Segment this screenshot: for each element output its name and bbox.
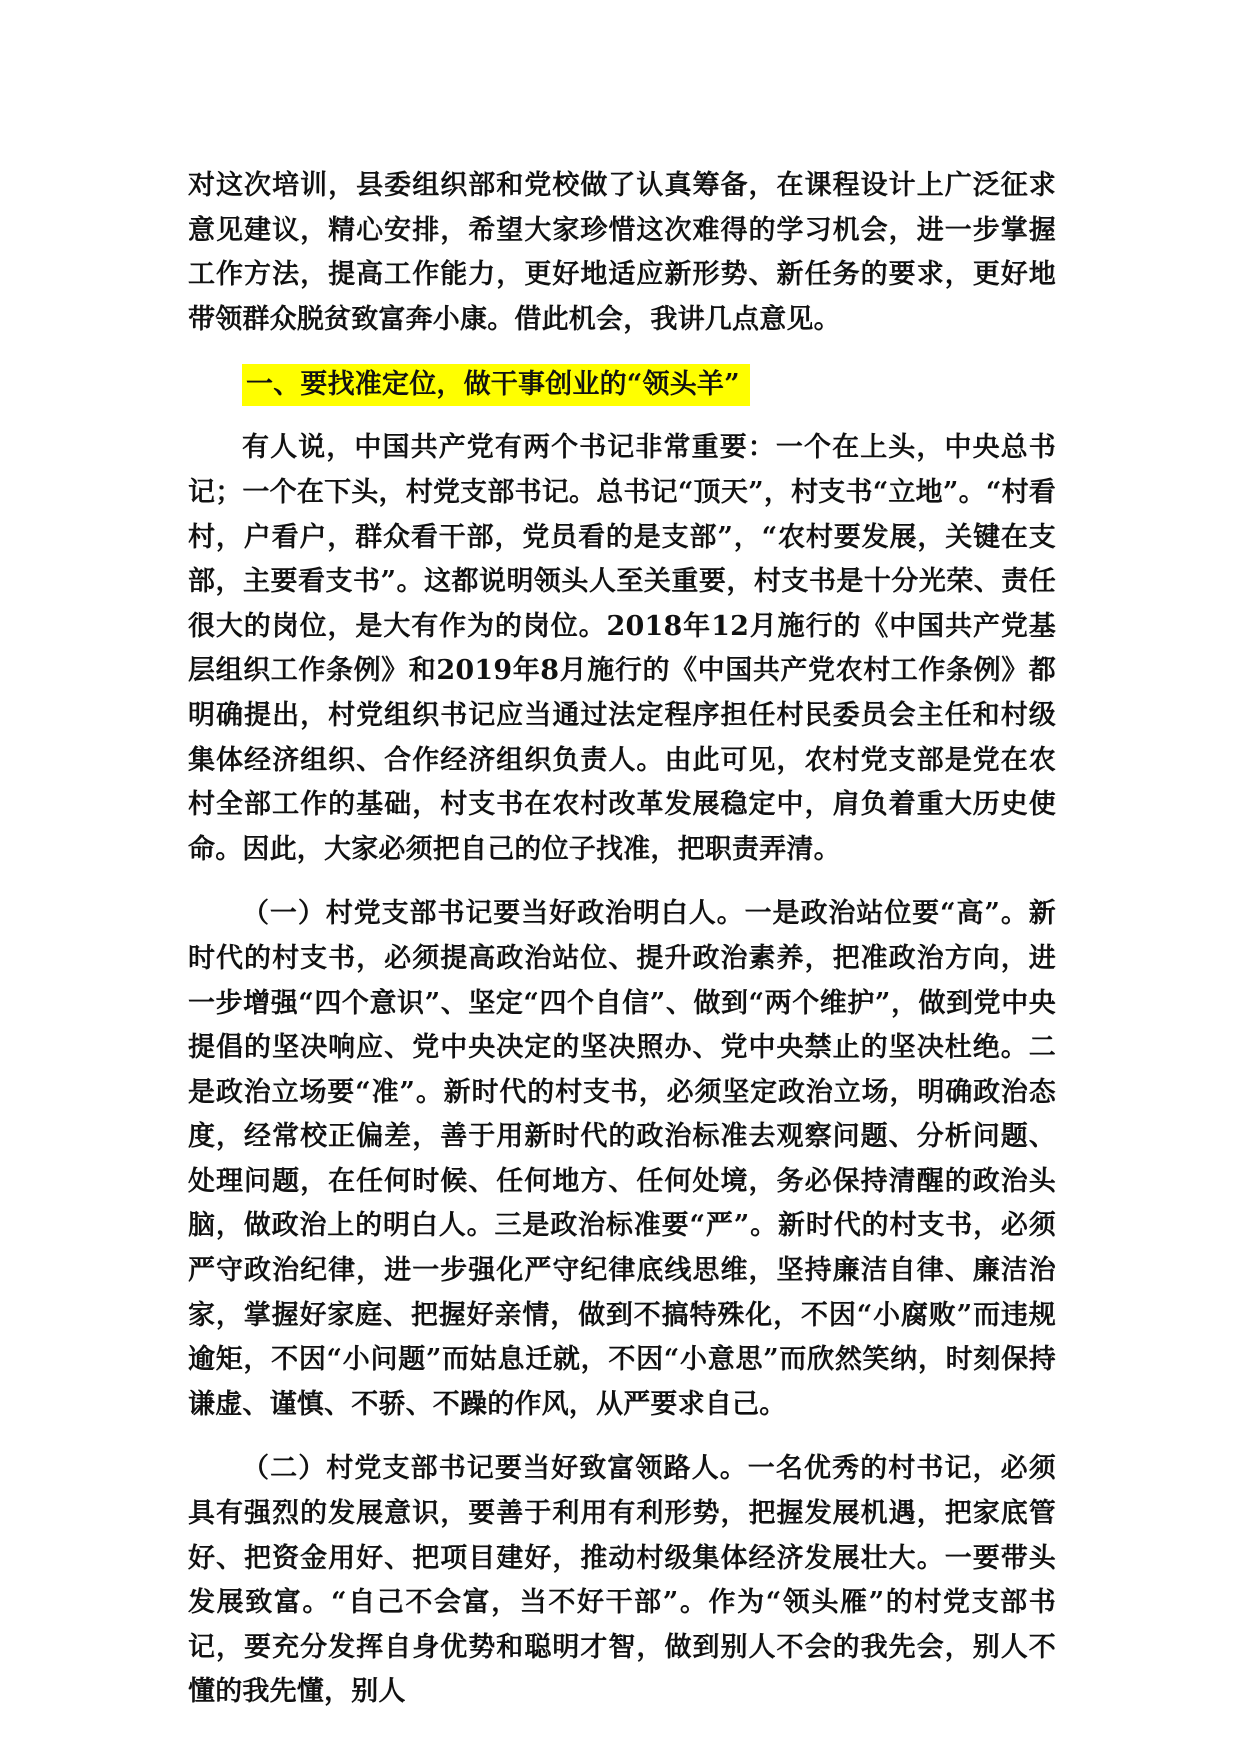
section-heading: 一、要找准定位，做干事创业的“领头羊” — [242, 364, 750, 406]
body-paragraph-1: 有人说，中国共产党有两个书记非常重要：一个在上头，中央总书记；一个在下头，村党支部书记。总书记“顶天”，村支书“立地”。“村看村，户看户，群众看干部，党员看的是支部”，“农村要发展，关键在支部，主要看支书”。这都说明领头人至关重要，村支书是十分光荣、责任很大的岗位，是大有作为的岗位。2018年12月施行的《中国共产党基层组织工作条例》和2019年8月施行的《中国共产党农村工作条例》都明确提出，村党组织书记应当通过法定程序担任村民委员会主任和村级集体经济组织、合作经济组织负责人。由此可见，农村党支部是党在农村全部工作的基础，村支书在农村改革发展稳定中，肩负着重大历史使命。因此，大家必须把自己的位子找准，把职责弄清。 — [188, 432, 1056, 865]
document-body — [188, 164, 1056, 1735]
intro-paragraph: 对这次培训，县委组织部和党校做了认真筹备，在课程设计上广泛征求意见建议，精心安排，希望大家珍惜这次难得的学习机会，进一步掌握工作方法，提高工作能力，更好地适应新形势、新任务的要求，更好地带领群众脱贫致富奔小康。借此机会，我讲几点意见。 — [188, 170, 1056, 335]
body-paragraph-2: （一）村党支部书记要当好政治明白人。一是政治站位要“高”。新时代的村支书，必须提高政治站位、提升政治素养，把准政治方向，进一步增强“四个意识”、坚定“四个自信”、做到“两个维护”，做到党中央提倡的坚决响应、党中央决定的坚决照办、党中央禁止的坚决杜绝。二是政治立场要“准”。新时代的村支书，必须坚定政治立场，明确政治态度，经常校正偏差，善于用新时代的政治标准去观察问题、分析问题、处理问题，在任何时候、任何地方、任何处境，务必保持清醒的政治头脑，做政治上的明白人。三是政治标准要“严”。新时代的村支书，必须严守政治纪律，进一步强化严守纪律底线思维，坚持廉洁自律、廉洁治家，掌握好家庭、把握好亲情，做到不搞特殊化，不因“小腐败”而违规逾矩，不因“小问题”而姑息迁就，不因“小意思”而欣然笑纳，时刻保持谦虚、谨慎、不骄、不躁的作风，从严要求自己。 — [188, 898, 1056, 1420]
body-paragraph-3: （二）村党支部书记要当好致富领路人。一名优秀的村书记，必须具有强烈的发展意识，要善于利用有利形势，把握发展机遇，把家底管好、把资金用好、把项目建好，推动村级集体经济发展壮大。一要带头发展致富。“自己不会富，当不好干部”。作为“领头雁”的村党支部书记，要充分发挥自身优势和聪明才智，做到别人不会的我先会，别人不懂的我先懂，别人 — [188, 1453, 1056, 1708]
section-heading-wrapper — [188, 362, 1056, 406]
